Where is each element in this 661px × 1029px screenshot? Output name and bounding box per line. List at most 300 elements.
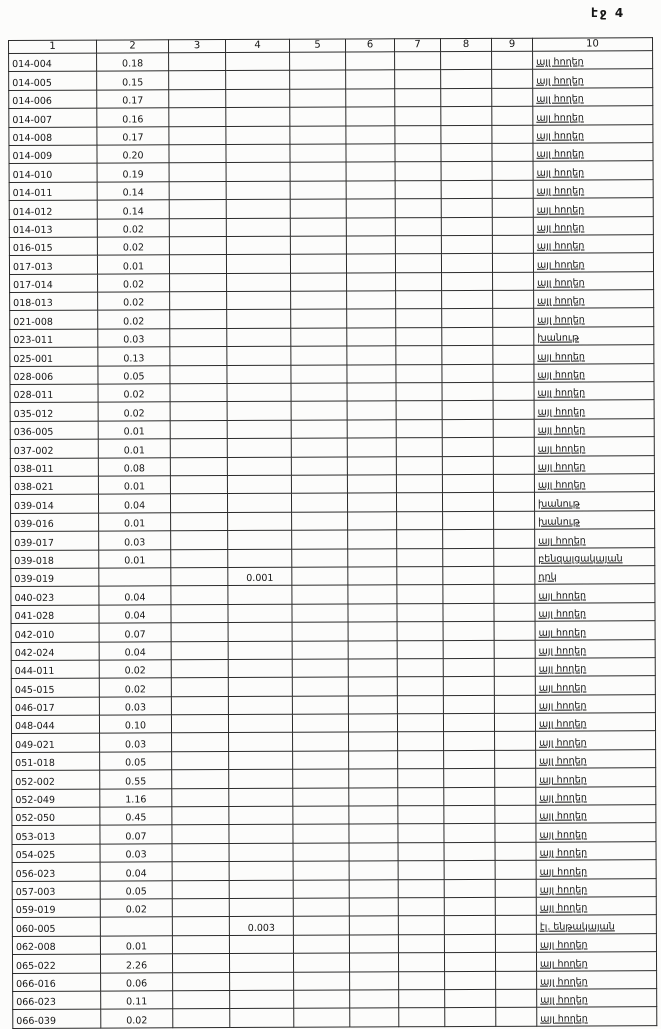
value-cell (293, 916, 349, 935)
land-type-cell (535, 547, 655, 566)
value-cell (171, 641, 228, 660)
value-cell (98, 457, 170, 476)
cell-text: 0.03 (123, 334, 145, 346)
cell-text: 0.02 (124, 684, 146, 696)
value-cell (398, 806, 444, 825)
land-type-cell (533, 198, 653, 217)
value-cell (98, 292, 170, 311)
value-cell (495, 860, 536, 879)
value-cell (441, 199, 492, 218)
parcel-code-cell (10, 421, 98, 440)
value-cell (347, 364, 396, 383)
cell-text: այլ հողեր (537, 277, 585, 289)
value-cell (227, 291, 291, 310)
value-cell (170, 476, 227, 495)
value-cell (444, 824, 495, 843)
parcel-code-cell (12, 807, 100, 826)
cell-text: այլ հողեր (537, 351, 585, 363)
value-cell (293, 935, 349, 954)
parcel-code-cell (12, 881, 100, 900)
value-cell (229, 806, 293, 825)
land-type-cell (533, 124, 653, 143)
value-cell (171, 604, 228, 623)
value-cell (441, 180, 492, 199)
cell-text: 014-007 (12, 114, 53, 126)
value-cell (172, 807, 229, 826)
value-cell (443, 677, 494, 696)
value-cell (170, 457, 227, 476)
value-cell (493, 437, 534, 456)
value-cell (293, 788, 349, 807)
value-cell (349, 879, 398, 898)
value-cell (171, 549, 228, 568)
cell-text: այլ հողեր (536, 167, 585, 179)
value-cell (349, 824, 398, 843)
parcel-code-cell (13, 973, 101, 992)
cell-text: 0.03 (124, 702, 147, 714)
parcel-code-cell (11, 586, 99, 605)
value-cell (441, 235, 492, 254)
value-cell (100, 899, 172, 918)
cell-text: այլ հողեր (537, 443, 586, 455)
value-cell (349, 843, 398, 862)
value-cell (348, 604, 397, 623)
value-cell (172, 862, 229, 881)
value-cell (169, 200, 226, 219)
value-cell (169, 236, 226, 255)
value-cell (292, 714, 348, 733)
cell-text: 014-013 (12, 224, 53, 236)
value-cell (492, 143, 533, 162)
cell-text: 014-004 (12, 59, 52, 71)
value-cell (173, 990, 230, 1009)
cell-text: 044-011 (14, 666, 55, 678)
value-cell (227, 310, 291, 329)
value-cell (170, 292, 227, 311)
value-cell (495, 879, 536, 898)
value-cell (292, 530, 348, 549)
value-cell (395, 107, 441, 126)
value-cell (228, 549, 292, 568)
value-cell (395, 88, 441, 107)
cell-text: այլ հողեր (540, 1013, 588, 1025)
value-cell (97, 237, 169, 256)
land-type-cell (534, 363, 654, 382)
parcel-code-cell (12, 936, 100, 955)
value-cell (398, 750, 444, 769)
cell-text: խանութ (537, 332, 580, 344)
parcel-code-cell (12, 789, 100, 808)
cell-text: 0.01 (124, 555, 146, 567)
value-cell (442, 419, 493, 438)
value-cell (493, 401, 534, 420)
value-cell (292, 512, 348, 531)
land-type-cell (535, 602, 655, 621)
value-cell (293, 751, 349, 770)
value-cell (346, 181, 395, 200)
value-cell (229, 769, 293, 788)
value-cell (226, 126, 290, 145)
cell-text: 039-014 (14, 500, 54, 512)
value-cell (291, 401, 347, 420)
value-cell (349, 953, 398, 972)
cell-text: այլ հողեր (536, 222, 585, 234)
cell-text: այլ հողեր (536, 259, 585, 271)
value-cell (443, 530, 494, 549)
value-cell (100, 825, 172, 844)
cell-text: 0.13 (123, 353, 145, 365)
cell-text: 066-039 (16, 1015, 57, 1027)
value-cell (396, 346, 442, 365)
value-cell (396, 291, 442, 310)
value-cell (229, 733, 293, 752)
value-cell (494, 695, 535, 714)
cell-text: 048-044 (14, 721, 55, 733)
land-type-cell (537, 989, 657, 1008)
value-cell (443, 585, 494, 604)
cell-text: 0.02 (122, 242, 145, 254)
cell-text: 014-009 (12, 151, 53, 163)
parcel-code-cell (9, 237, 97, 256)
cell-text: 0.03 (124, 536, 146, 549)
cell-text: 0.06 (126, 978, 148, 990)
value-cell (228, 567, 292, 586)
value-cell (169, 71, 226, 90)
land-type-cell (534, 455, 654, 474)
value-cell (442, 456, 493, 475)
value-cell (347, 346, 396, 365)
parcel-code-cell (11, 568, 99, 587)
cell-text: 0.03 (124, 739, 147, 751)
value-cell (230, 990, 294, 1009)
cell-text: 0.04 (123, 500, 146, 512)
value-cell (229, 843, 293, 862)
land-type-cell (533, 179, 653, 198)
value-cell (396, 401, 442, 420)
value-cell (445, 989, 496, 1008)
cell-text: 0.15 (122, 77, 144, 89)
land-type-cell (535, 510, 655, 529)
value-cell (494, 529, 535, 548)
value-cell (444, 897, 495, 916)
value-cell (493, 493, 534, 512)
value-cell (346, 217, 395, 236)
value-cell (347, 309, 396, 328)
parcel-code-cell (10, 366, 98, 385)
cell-text: 0.02 (123, 389, 145, 401)
value-cell (100, 770, 172, 789)
cell-text: այլ հողեր (537, 479, 586, 492)
land-type-cell (534, 382, 654, 401)
value-cell (97, 53, 169, 72)
value-cell (349, 769, 398, 788)
cell-text: 0.10 (124, 720, 147, 732)
value-cell (228, 622, 292, 641)
land-type-cell (536, 786, 656, 805)
parcel-code-cell (11, 697, 99, 716)
value-cell (442, 346, 493, 365)
value-cell (348, 567, 397, 586)
value-cell (170, 402, 227, 421)
value-cell (347, 328, 396, 347)
value-cell (348, 640, 397, 659)
value-cell (495, 768, 536, 787)
value-cell (443, 566, 494, 585)
value-cell (227, 494, 291, 513)
land-type-cell (533, 87, 653, 106)
value-cell (228, 641, 292, 660)
value-cell (100, 936, 172, 955)
value-cell (348, 677, 397, 696)
value-cell (172, 733, 229, 752)
cell-text: 0.01 (123, 426, 145, 438)
value-cell (398, 879, 444, 898)
value-cell (228, 659, 292, 678)
value-cell (99, 549, 171, 568)
land-type-cell (534, 400, 654, 419)
value-cell (495, 934, 536, 953)
parcel-code-cell (10, 458, 98, 477)
value-cell (169, 218, 226, 237)
value-cell (442, 493, 493, 512)
column-header: 2 (97, 40, 169, 53)
cell-text: այլ հողեր (539, 810, 587, 823)
value-cell (97, 218, 169, 237)
cell-text: այլ հողեր (538, 590, 587, 602)
column-header: 10 (532, 38, 652, 52)
value-cell (441, 143, 492, 162)
value-cell (395, 125, 441, 144)
value-cell (169, 255, 226, 274)
value-cell (97, 126, 169, 145)
value-cell (398, 916, 444, 935)
value-cell (227, 273, 291, 292)
value-cell (172, 880, 229, 899)
value-cell (444, 879, 495, 898)
land-type-cell (534, 308, 654, 327)
value-cell (493, 474, 534, 493)
value-cell (492, 180, 533, 199)
cell-text: 039-019 (14, 574, 55, 586)
land-type-cell (534, 492, 654, 511)
cell-text: 0.17 (122, 132, 144, 144)
value-cell (349, 861, 398, 880)
land-type-cell (535, 584, 655, 603)
value-cell (398, 953, 444, 972)
value-cell (170, 347, 227, 366)
parcel-code-cell (10, 311, 98, 330)
cell-text: այլ հողեր (538, 700, 587, 712)
value-cell (395, 162, 441, 181)
value-cell (171, 586, 228, 605)
value-cell (396, 419, 442, 438)
cell-text: 046-017 (14, 702, 55, 715)
value-cell (397, 658, 443, 677)
value-cell (444, 732, 495, 751)
cell-text: 0.11 (126, 996, 148, 1008)
value-cell (348, 530, 397, 549)
value-cell (495, 897, 536, 916)
cell-text: 014-008 (12, 132, 53, 144)
value-cell (397, 603, 443, 622)
value-cell (441, 217, 492, 236)
value-cell (227, 383, 291, 402)
value-cell (99, 531, 171, 550)
parcel-code-cell (9, 163, 97, 182)
parcel-code-cell (10, 329, 98, 348)
value-cell (172, 788, 229, 807)
cell-text: այլ հողեր (536, 112, 584, 124)
value-cell (441, 254, 492, 273)
value-cell (294, 1008, 350, 1027)
value-cell (492, 162, 533, 181)
value-cell (170, 439, 227, 458)
cell-text: այլ հողեր (539, 884, 588, 896)
value-cell (443, 511, 494, 530)
value-cell (172, 917, 229, 936)
cell-text: 014-011 (12, 187, 53, 200)
cell-text: 0.02 (123, 316, 145, 328)
value-cell (173, 1009, 230, 1028)
parcel-code-cell (11, 642, 99, 661)
cell-text: այլ հողեր (540, 958, 588, 970)
value-cell (98, 476, 170, 495)
value-cell (290, 254, 346, 273)
column-header: 5 (289, 39, 345, 52)
value-cell (492, 88, 533, 107)
value-cell (169, 163, 226, 182)
value-cell (395, 199, 441, 218)
cell-text: խանութ (538, 498, 580, 510)
cell-text: 0.45 (125, 812, 147, 824)
value-cell (98, 402, 170, 421)
cell-text: 021-008 (13, 316, 53, 328)
value-cell (349, 935, 398, 954)
value-cell (492, 217, 533, 236)
cell-text: 054-025 (15, 849, 56, 862)
column-header: 7 (394, 39, 440, 52)
value-cell (443, 603, 494, 622)
land-type-cell (534, 345, 654, 364)
value-cell (291, 457, 347, 476)
value-cell (443, 658, 494, 677)
value-cell (442, 309, 493, 328)
cell-text: 018-013 (13, 298, 53, 310)
value-cell (99, 568, 171, 587)
value-cell (227, 420, 291, 439)
cell-text: այլ հողեր (538, 608, 587, 620)
cell-text: 0.01 (123, 481, 146, 493)
value-cell (228, 530, 292, 549)
value-cell (398, 824, 444, 843)
value-cell (170, 420, 227, 439)
value-cell (98, 384, 170, 403)
value-cell (98, 329, 170, 348)
land-type-cell (534, 474, 654, 493)
cell-text: 025-001 (13, 353, 54, 365)
cell-text: այլ հողեր (538, 626, 587, 639)
value-cell (346, 107, 395, 126)
cell-text: 051-018 (15, 758, 55, 770)
value-cell (169, 126, 226, 145)
value-cell (444, 750, 495, 769)
value-cell (397, 585, 443, 604)
cell-text: 014-010 (12, 169, 53, 181)
land-type-cell (533, 216, 653, 235)
column-header: 6 (345, 39, 394, 52)
land-type-cell (534, 418, 654, 437)
cell-text: այլ հողեր (539, 902, 588, 915)
value-cell (227, 438, 291, 457)
value-cell (169, 108, 226, 127)
value-cell (292, 677, 348, 696)
cell-text: այլ հողեր (539, 847, 588, 859)
parcel-code-cell (12, 844, 100, 863)
value-cell (396, 493, 442, 512)
value-cell (171, 567, 228, 586)
value-cell (226, 255, 290, 274)
value-cell (291, 291, 347, 310)
cell-text: այլ հողեր (538, 682, 587, 694)
page-number-label: էջ 4 (591, 6, 626, 20)
cell-text: 040-023 (14, 592, 55, 604)
cell-text: 0.19 (122, 169, 144, 181)
value-cell (443, 695, 494, 714)
value-cell (349, 806, 398, 825)
value-cell (290, 162, 346, 181)
cell-text: այլ հողեր (536, 240, 585, 252)
value-cell (495, 787, 536, 806)
value-cell (495, 952, 536, 971)
parcel-code-cell (11, 605, 99, 624)
cell-text: այլ հողեր (540, 994, 588, 1006)
value-cell (397, 677, 443, 696)
value-cell (101, 991, 173, 1010)
cell-text: 036-005 (13, 427, 54, 439)
cell-text: 0.16 (122, 113, 144, 126)
value-cell (170, 273, 227, 292)
cell-text: 052-050 (15, 813, 56, 825)
value-cell (97, 145, 169, 164)
value-cell (172, 935, 229, 954)
land-type-cell (533, 235, 653, 254)
value-cell (226, 144, 290, 163)
cell-text: 052-002 (15, 776, 55, 788)
value-cell (290, 218, 346, 237)
value-cell (495, 916, 536, 935)
value-cell (169, 181, 226, 200)
value-cell (100, 917, 172, 936)
value-cell (492, 235, 533, 254)
value-cell (98, 421, 170, 440)
value-cell (291, 420, 347, 439)
land-type-cell (533, 143, 653, 162)
land-type-cell (536, 860, 656, 879)
land-type-cell (533, 106, 653, 125)
value-cell (346, 162, 395, 181)
parcel-code-cell (13, 991, 101, 1010)
value-cell (346, 254, 395, 273)
value-cell (350, 990, 399, 1009)
cell-text: 0.03 (125, 849, 147, 861)
value-cell (99, 513, 171, 532)
cell-text: 038-011 (13, 463, 54, 475)
value-cell (493, 309, 534, 328)
value-cell (395, 52, 441, 71)
value-cell (229, 880, 293, 899)
value-cell (293, 732, 349, 751)
value-cell (227, 365, 291, 384)
